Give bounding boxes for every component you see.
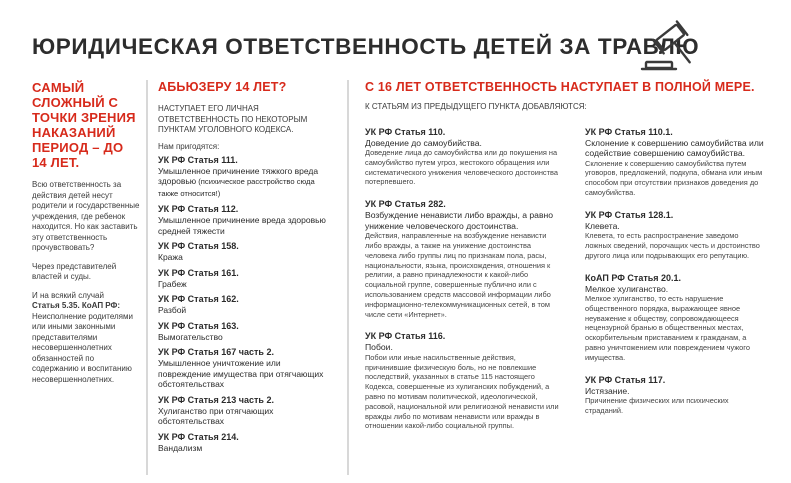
law-text: Кража [158,252,183,262]
article-entry [365,199,563,319]
article-description: Причинение физических или психических страданий. [585,396,729,415]
article-title: Доведение до самоубийства. [365,137,482,148]
column-age-14 [158,80,333,458]
col3-right-list [585,127,765,428]
article-description: Действия, направленные на возбуждение ненависти либо вражды, а также на унижение достоинства человека либо группы лиц по признакам пола, расы, национальности, языка, происхождения, отношения к религии, а равно принадлежности к какой-либо социальной группе, совершенные публично или с использованием средств массовой информации либо информационно-телекоммуникационных сетей, в том числе сети «Интернет». [365,231,551,319]
col3-heading: С 16 ЛЕТ ОТВЕТСТВЕННОСТЬ НАСТУПАЕТ В ПОЛНОЙ МЕРЕ. [365,80,755,94]
law-item [158,294,333,316]
law-note: (психическое расстройство сюда также относится!) [158,177,315,198]
article-label: УК РФ Статья 116. [365,331,446,342]
law-item [158,155,333,200]
col1-paragraph-2: Через представителей властей и суды. [32,261,117,281]
article-entry [585,210,765,261]
article-description: Доведение лица до самоубийства или до покушения на самоубийство путем угроз, жестокого обращения или систематического унижения человеческого достоинства потерпевшего. [365,148,558,187]
law-label: УК РФ Статья 158. [158,241,239,251]
law-text: Разбой [158,305,187,315]
article-title: Побои. [365,342,393,353]
article-title: Мелкое хулиганство. [585,283,669,294]
law-text: Грабеж [158,278,187,289]
law-label: УК РФ Статья 161. [158,267,239,278]
law-item [158,268,333,290]
law-label: УК РФ Статья 213 часть 2. [158,394,274,405]
article-entry [365,331,563,431]
column-divider [347,80,349,475]
law-label: УК РФ Статья 163. [158,320,239,331]
article-description: Склонение к совершению самоубийства путем уговоров, предложений, подкупа, обмана или иным способом при отсутствии признаков доведения до самоубийства. [585,158,763,197]
law-label: УК РФ Статья 111. [158,154,238,165]
law-label: УК РФ Статья 162. [158,294,239,304]
law-label: УК РФ Статья 167 часть 2. [158,347,274,357]
article-title: Возбуждение ненависти либо вражды, а равно унижение человеческого достоинства. [365,210,554,231]
law-text: Вымогательство [158,331,223,342]
law-item [158,395,333,427]
col2-lead: Нам пригодятся: [158,141,220,151]
law-item [158,204,333,236]
law-text: Умышленное причинение тяжкого вреда здоровью (психическое расстройство сюда также относится!) [158,165,319,198]
law-item [158,321,333,343]
column-age-16 [365,80,765,431]
law-item [158,241,333,263]
gavel-icon [640,16,702,72]
article-label: УК РФ Статья 110.1. [585,126,673,137]
column-under-14 [32,80,140,385]
article-label: УК РФ Статья 117. [585,374,666,385]
col3-intro: К СТАТЬЯМ ИЗ ПРЕДЫДУЩЕГО ПУНКТА ДОБАВЛЯЮТСЯ: [365,102,587,111]
col1-paragraph-3 [32,291,140,386]
col3-left-list [365,127,563,444]
col1-paragraph-1: Всю ответственность за действия детей несут родители и государственные учреждения, где ребенок находится. Но как заставить эту ответственность прочувствовать? [32,180,140,252]
law-item [158,347,333,390]
page-title: ЮРИДИЧЕСКАЯ ОТВЕТСТВЕННОСТЬ ДЕТЕЙ ЗА ТРАВЛЮ [32,34,700,59]
col2-intro: НАСТУПАЕТ ЕГО ЛИЧНАЯ ОТВЕТСТВЕННОСТЬ ПО НЕКОТОРЫМ ПУНКТАМ УГОЛОВНОГО КОДЕКСА. [158,104,308,134]
article-label: УК РФ Статья 282. [365,199,446,210]
law-item [158,432,333,454]
article-label: УК РФ Статья 110. [365,126,446,137]
article-entry [585,273,765,363]
article-description: Мелкое хулиганство, то есть нарушение общественного порядка, выражающее явное неуважение к обществу, сопровождающееся нецензурной бранью в общественных местах, оскорбительным приставанием к гражданам, а равно уничтожением или повреждением чужого имущества. [585,294,750,362]
col1-intro: И на всякий случай [32,290,104,300]
column-divider [146,80,148,475]
article-entry [585,375,765,416]
law-text: Умышленное уничтожение или повреждение имущества при отягчающих обстоятельствах [158,358,324,389]
law-text: Вандализм [158,442,203,453]
article-description: Клевета, то есть распространение заведомо ложных сведений, порочащих честь и достоинство другого лица или подрывающих его репутацию. [585,231,760,260]
law-text: Умышленное причинение вреда здоровью средней тяжести [158,215,326,236]
article-label: УК РФ Статья 128.1. [585,209,674,220]
article-title: Клевета. [585,220,620,231]
article-title: Истязание. [585,385,630,396]
col1-law-text: Неисполнение родителями или иными законными представителями несовершеннолетних обязанностей по содержанию и воспитанию несовершеннолетних. [32,311,133,384]
law-text: Хулиганство при отягчающих обстоятельствах [158,405,274,426]
col2-heading: АБЬЮЗЕРУ 14 ЛЕТ? [158,80,287,94]
article-label: КоАП РФ Статья 20.1. [585,272,682,283]
article-title: Склонение к совершению самоубийства или содействие совершению самоубийства. [585,137,764,158]
article-entry [365,127,563,188]
law-list [158,155,333,454]
article-entry [585,127,765,198]
law-label: УК РФ Статья 112. [158,204,239,214]
article-description: Побои или иные насильственные действия, причинившие физическую боль, но не повлекшие последствий, указанных в статье 115 настоящего Кодекса, совершенные из хулиганских побуждений, а равно по мотивам политической, идеологической, расовой, национальной или религиозной ненависти или вражды либо по мотивам ненависти или вражды в отношении какой-либо социальной группы. [365,352,559,431]
col1-heading: САМЫЙ СЛОЖНЫЙ С ТОЧКИ ЗРЕНИЯ НАКАЗАНИЙ ПЕРИОД – ДО 14 ЛЕТ. [32,80,136,170]
col1-law-label: Статья 5.35. КоАП РФ: [32,301,121,310]
law-label: УК РФ Статья 214. [158,431,239,442]
